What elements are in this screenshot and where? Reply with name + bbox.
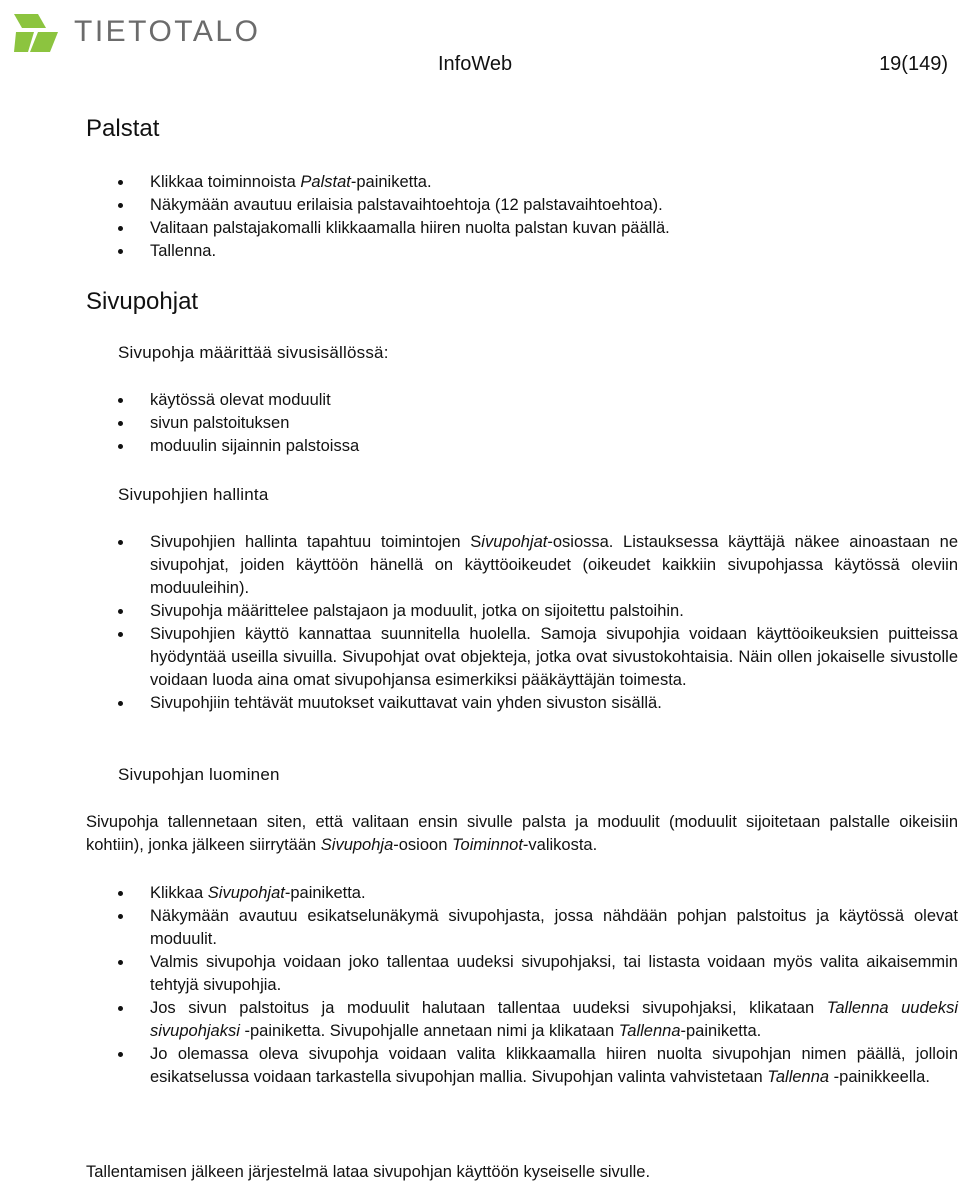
text-run: -osiossa. Listauksessa käyttäjä näkee ainoastaan ne sivupohjat, joiden käyttöön hänellä on käyttöoikeudet (oikeudet kaikkiin sivupohjassa käytössä oleviin moduuleihin). [150,533,958,597]
text-run: moduulin sijainnin palstoissa [150,437,360,455]
list-item [118,623,958,692]
emphasis-text: Palstat [300,173,351,191]
text-run: Sivupohjiin tehtävät muutokset vaikuttavat vain yhden sivuston sisällä. [150,694,662,712]
list-luominen [118,882,958,1089]
brand-name: TIETOTALO [74,15,261,48]
list-item [118,435,958,458]
list-item [118,171,958,194]
text-run: käytössä olevat moduulit [150,391,331,409]
list-item [118,882,958,905]
text-run: -painiketta. [284,884,366,902]
list-item [118,217,958,240]
list-item [118,389,958,412]
text-run: Tallenna. [150,242,217,260]
text-run: Näkymään avautuu erilaisia palstavaihtoehtoja (12 palstavaihtoehtoa). [150,196,663,214]
list-item [118,692,958,715]
text-run: Sivupohjien käyttö kannattaa suunnitella huolella. Samoja sivupohjia voidaan käyttöoikeuksien puitteissa hyödyntää useilla sivuilla. Sivupohjat ovat objekteja, jotka ovat sivustokohtaisia. Näin ollen jokaiselle sivustolle voidaan luoda aina omat sivupohjansa esimerkiksi pääkäyttäjän toimesta. [150,625,958,689]
subheading-sivupohja-maarittaa: Sivupohja määrittää sivusisällössä: [118,343,389,362]
text-run: sivun palstoituksen [150,414,290,432]
paragraph-luominen-intro [86,811,958,857]
text-run: -painiketta. Sivupohjalle annetaan nimi ja klikataan [239,1022,619,1040]
heading-sivupohjan-luominen: Sivupohjan luominen [118,765,280,784]
paragraph-luominen-outro: Tallentamisen jälkeen järjestelmä lataa sivupohjan käyttöön kyseiselle sivulle. [86,1163,651,1181]
tietotalo-logo-icon [12,12,60,54]
text-run: Näkymään avautuu esikatselunäkymä sivupohjasta, jossa nähdään pohjan palstoitus ja käytössä olevat moduulit. [150,907,958,948]
list-item [118,194,958,217]
list-item [118,240,958,263]
text-run: Valmis sivupohja voidaan joko tallentaa uudeksi sivupohjaksi, tai listasta voidaan myös valita aikaisemmin tehtyjä sivupohjia. [150,953,958,994]
heading-sivupohjat: Sivupohjat [86,288,199,315]
emphasis-text: Toiminnot [451,836,523,854]
list-item [118,600,958,623]
emphasis-text: Sivupohja [320,836,394,854]
text-run: Klikkaa toiminnoista [150,173,301,191]
document-title: InfoWeb [438,53,513,75]
list-hallinta [118,531,958,715]
list-sivupohjat [118,389,958,458]
page-number: 19(149) [879,53,948,75]
list-item [118,951,958,997]
list-item [118,531,958,600]
emphasis-text: ivupohjat [481,533,548,551]
text-run: Jo olemassa oleva sivupohja voidaan valita klikkaamalla hiiren nuolta sivupohjan nimen päällä, jolloin esikatselussa voidaan tarkastella sivupohjan mallia. Sivupohjan valinta vahvistetaan [150,1045,958,1086]
list-item [118,997,958,1043]
text-run: Valitaan palstajakomalli klikkaamalla hiiren nuolta palstan kuvan päällä. [150,219,670,237]
heading-palstat: Palstat [86,115,160,142]
list-palstat [118,171,958,263]
emphasis-text: Sivupohjat [207,884,285,902]
heading-sivupohjien-hallinta: Sivupohjien hallinta [118,485,269,504]
text-run: Sivupohja määrittelee palstajaon ja moduulit, jotka on sijoitettu palstoihin. [150,602,684,620]
text-run: -painiketta. [350,173,432,191]
emphasis-text: Tallenna [767,1068,830,1086]
list-item [118,905,958,951]
list-item [118,412,958,435]
text-run: Klikkaa [150,884,208,902]
text-run: -painiketta. [680,1022,762,1040]
text-run: Sivupohjien hallinta tapahtuu toimintojen S [150,533,482,551]
emphasis-text: Tallenna [618,1022,681,1040]
emphasis-text: Tallenna uudeksi sivupohjaksi [150,999,958,1040]
text-run: Sivupohja tallennetaan siten, että valitaan ensin sivulle palsta ja moduulit (moduulit sijoitetaan palstalle oikeisiin kohtiin), jonka jälkeen siirrytään [86,813,958,854]
text-run: Jos sivun palstoitus ja moduulit halutaan tallentaa uudeksi sivupohjaksi, klikataan [150,999,827,1017]
text-run: -osioon [393,836,452,854]
list-item [118,1043,958,1089]
text-run: -painikkeella. [829,1068,930,1086]
text-run: -valikosta. [522,836,598,854]
